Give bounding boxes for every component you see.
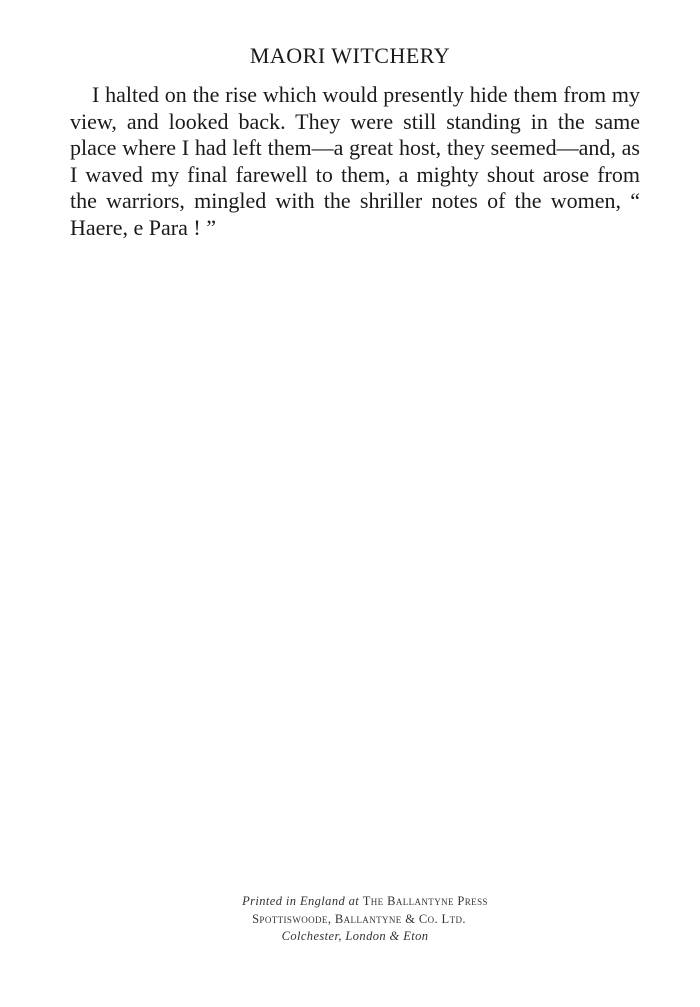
body-paragraph: I halted on the rise which would presently hide them from my view, and looked back. They were still standing in the same place where I had left them—a great host, they seemed—and, as I waved my final farewell to them, a mighty shout arose from the warriors, mingled with the shriller notes of the women, “ Haere, e Para ! ” — [70, 82, 640, 240]
imprint-press-name: The Ballantyne Press — [362, 894, 488, 908]
running-title: MAORI WITCHERY — [249, 43, 451, 68]
imprint-printed-in: Printed in England at — [242, 894, 360, 908]
imprint-line-2: Spottiswoode, Ballantyne & Co. Ltd. — [252, 911, 466, 926]
imprint-line-3: Colchester, London & Eton — [281, 929, 429, 943]
printer-imprint — [0, 893, 700, 946]
imprint-line-1 — [0, 893, 700, 911]
